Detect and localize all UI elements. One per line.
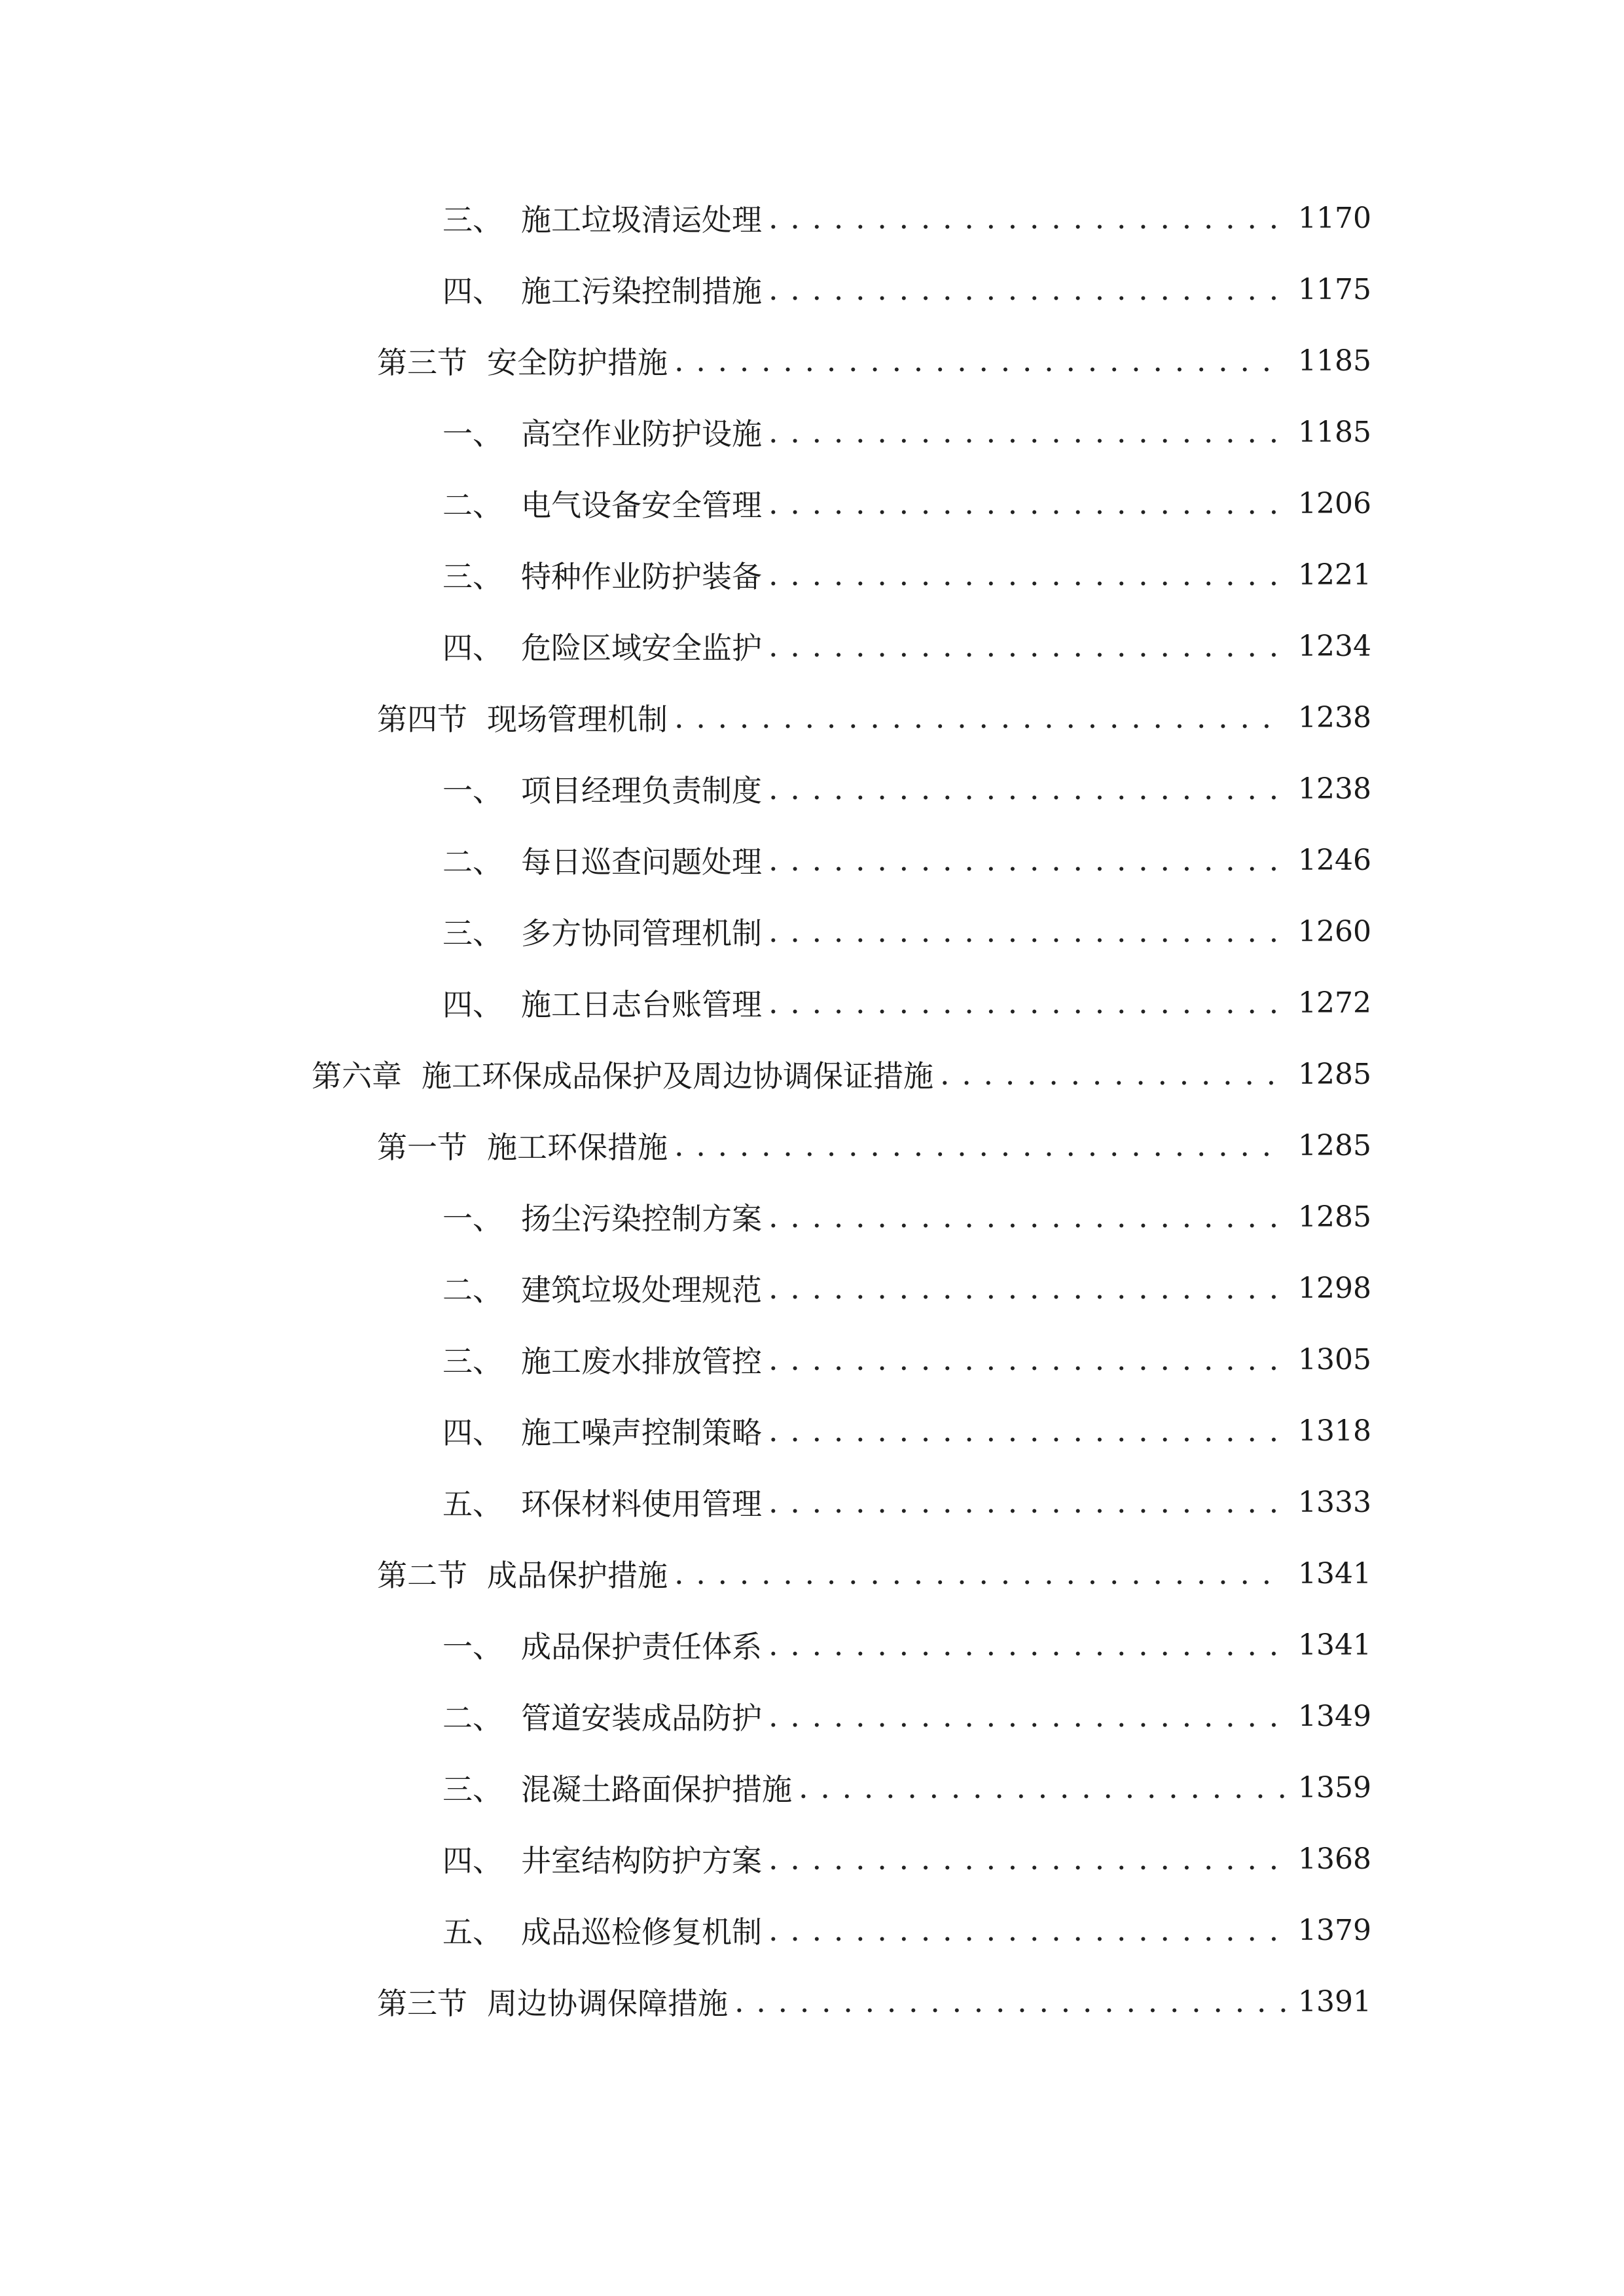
toc-entry-number: 二、: [442, 844, 503, 880]
toc-entry-number: 第六章: [312, 1058, 402, 1094]
dot-leader: [768, 1342, 1286, 1377]
toc-entry-title: 扬尘污染控制方案: [521, 1201, 762, 1236]
dot-leader: [768, 557, 1286, 592]
toc-entry[interactable]: [442, 1619, 1371, 1671]
toc-entry[interactable]: [377, 1975, 1371, 2028]
toc-entry[interactable]: [442, 477, 1371, 529]
toc-entry[interactable]: [442, 762, 1371, 815]
toc-entry-number: 三、: [442, 916, 503, 951]
toc-entry-number: 五、: [442, 1914, 503, 1950]
toc-entry-number: 三、: [442, 559, 503, 594]
toc-entry-title: 施工污染控制措施: [521, 274, 762, 309]
toc-entry-title: 成品巡检修复机制: [521, 1914, 762, 1950]
toc-entry-page: 1170: [1298, 201, 1371, 235]
toc-entry-page: 1221: [1298, 558, 1371, 592]
toc-entry-title: 管道安装成品防护: [521, 1700, 762, 1736]
toc-entry-number: 第三节: [377, 345, 467, 380]
toc-entry-title: 现场管理机制: [487, 702, 668, 737]
toc-entry-title: 项目经理负责制度: [521, 773, 762, 808]
toc-entry-number: 第二节: [377, 1558, 467, 1593]
toc-entry-number: 一、: [442, 1201, 503, 1236]
toc-entry-title: 井室结构防护方案: [521, 1843, 762, 1878]
toc-entry-number: 二、: [442, 1272, 503, 1308]
toc-entry-title: 成品保护责任体系: [521, 1629, 762, 1664]
toc-entry-number: 四、: [442, 1415, 503, 1450]
toc-entry[interactable]: [442, 1405, 1371, 1457]
toc-entry-page: 1333: [1298, 1485, 1371, 1519]
toc-entry-page: 1349: [1298, 1699, 1371, 1733]
toc-entry-title: 建筑垃圾处理规范: [521, 1272, 762, 1308]
toc-entry-number: 五、: [442, 1486, 503, 1522]
toc-entry[interactable]: [442, 834, 1371, 886]
toc-entry[interactable]: [442, 1476, 1371, 1528]
toc-entry-title: 混凝土路面保护措施: [521, 1772, 792, 1807]
toc-entry-page: 1298: [1298, 1271, 1371, 1305]
toc-entry-page: 1359: [1298, 1770, 1371, 1804]
toc-entry-title: 施工日志台账管理: [521, 987, 762, 1022]
dot-leader: [799, 1770, 1286, 1805]
dot-leader: [768, 842, 1286, 878]
toc-entry-page: 1285: [1298, 1200, 1371, 1234]
toc-entry-page: 1206: [1298, 486, 1371, 520]
dot-leader: [768, 1270, 1286, 1306]
dot-leader: [674, 700, 1286, 735]
dot-leader: [768, 1841, 1286, 1876]
toc-entry-page: 1318: [1298, 1414, 1371, 1448]
dot-leader: [940, 1056, 1286, 1092]
dot-leader: [768, 1627, 1286, 1662]
dot-leader: [768, 771, 1286, 806]
dot-leader: [768, 1698, 1286, 1734]
toc-entry-page: 1379: [1298, 1913, 1371, 1947]
toc-entry-number: 三、: [442, 1344, 503, 1379]
dot-leader: [768, 272, 1286, 307]
toc-entry-page: 1272: [1298, 986, 1371, 1020]
dot-leader: [734, 1984, 1286, 2019]
toc-entry-title: 周边协调保障措施: [487, 1986, 728, 2021]
toc-entry-title: 施工噪声控制策略: [521, 1415, 762, 1450]
toc-entry[interactable]: [442, 406, 1371, 458]
toc-entry-title: 施工废水排放管控: [521, 1344, 762, 1379]
dot-leader: [768, 914, 1286, 949]
toc-entry-number: 二、: [442, 488, 503, 523]
dot-leader: [768, 486, 1286, 521]
toc-entry[interactable]: [442, 548, 1371, 601]
toc-entry[interactable]: [312, 1048, 1371, 1100]
toc-entry[interactable]: [377, 691, 1371, 744]
toc-entry-number: 第四节: [377, 702, 467, 737]
dot-leader: [768, 414, 1286, 450]
toc-entry-title: 每日巡查问题处理: [521, 844, 762, 880]
dot-leader: [674, 1128, 1286, 1163]
toc-entry-page: 1175: [1298, 272, 1371, 306]
toc-entry-number: 四、: [442, 274, 503, 309]
toc-entry-page: 1391: [1298, 1984, 1371, 2018]
toc-entry-page: 1238: [1298, 772, 1371, 806]
toc-entry-title: 安全防护措施: [487, 345, 668, 380]
toc-entry[interactable]: [442, 977, 1371, 1029]
toc-entry-number: 三、: [442, 1772, 503, 1807]
toc-entry[interactable]: [442, 1262, 1371, 1314]
toc-entry-number: 四、: [442, 1843, 503, 1878]
toc-entry[interactable]: [442, 1833, 1371, 1885]
dot-leader: [674, 343, 1286, 378]
toc-entry-title: 危险区域安全监护: [521, 630, 762, 666]
dot-leader: [768, 1484, 1286, 1520]
toc-entry[interactable]: [442, 905, 1371, 958]
toc-entry-number: 一、: [442, 1629, 503, 1664]
toc-entry[interactable]: [377, 1119, 1371, 1172]
toc-entry-page: 1285: [1298, 1128, 1371, 1162]
dot-leader: [768, 985, 1286, 1020]
toc-entry-title: 施工垃圾清运处理: [521, 202, 762, 238]
dot-leader: [674, 1556, 1286, 1591]
toc-entry[interactable]: [442, 1333, 1371, 1386]
toc-entry-number: 三、: [442, 202, 503, 238]
toc-entry[interactable]: [442, 1761, 1371, 1814]
toc-entry-title: 施工环保成品保护及周边协调保证措施: [422, 1058, 933, 1094]
toc-entry-page: 1341: [1298, 1628, 1371, 1662]
toc-entry-title: 高空作业防护设施: [521, 416, 762, 452]
toc-entry-page: 1368: [1298, 1842, 1371, 1876]
toc-entry[interactable]: [442, 620, 1371, 672]
toc-entry[interactable]: [442, 263, 1371, 315]
toc-entry-page: 1234: [1298, 629, 1371, 663]
toc-entry-number: 四、: [442, 987, 503, 1022]
toc-entry-page: 1238: [1298, 700, 1371, 734]
toc-entry-number: 第三节: [377, 1986, 467, 2021]
dot-leader: [768, 1199, 1286, 1234]
toc-entry-page: 1285: [1298, 1057, 1371, 1091]
toc-entry[interactable]: [442, 1904, 1371, 1956]
toc-entry-number: 一、: [442, 416, 503, 452]
toc-entry-page: 1185: [1298, 344, 1371, 378]
dot-leader: [768, 1413, 1286, 1448]
toc-entry-title: 施工环保措施: [487, 1130, 668, 1165]
toc-entry-number: 二、: [442, 1700, 503, 1736]
dot-leader: [768, 1912, 1286, 1948]
toc-entry-page: 1260: [1298, 914, 1371, 948]
toc-entry-title: 环保材料使用管理: [521, 1486, 762, 1522]
toc-entry[interactable]: [442, 192, 1371, 244]
toc-entry[interactable]: [442, 1191, 1371, 1243]
toc-entry[interactable]: [377, 1547, 1371, 1600]
dot-leader: [768, 200, 1286, 236]
toc-entry-page: 1246: [1298, 843, 1371, 877]
toc-entry-title: 多方协同管理机制: [521, 916, 762, 951]
toc-entry-page: 1305: [1298, 1342, 1371, 1376]
toc-entry-title: 成品保护措施: [487, 1558, 668, 1593]
toc-entry-page: 1341: [1298, 1556, 1371, 1590]
toc-entry-title: 特种作业防护装备: [521, 559, 762, 594]
toc-entry[interactable]: [442, 1690, 1371, 1742]
dot-leader: [768, 628, 1286, 664]
toc-entry[interactable]: [377, 334, 1371, 387]
toc-entry-title: 电气设备安全管理: [521, 488, 762, 523]
toc-entry-number: 四、: [442, 630, 503, 666]
toc-entry-number: 第一节: [377, 1130, 467, 1165]
toc-entry-number: 一、: [442, 773, 503, 808]
toc-entry-page: 1185: [1298, 415, 1371, 449]
